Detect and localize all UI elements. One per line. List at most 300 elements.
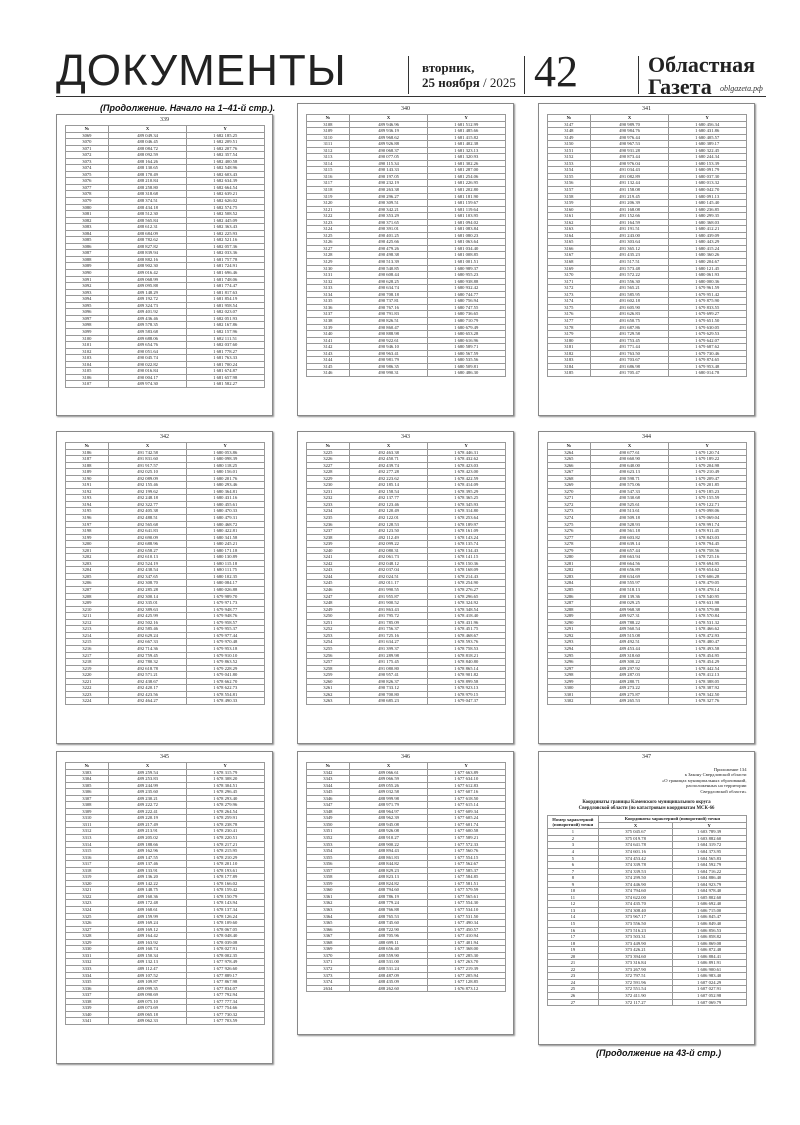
x-coordinate: 490 963.41 [350, 350, 428, 357]
point-number: 3130 [306, 265, 350, 272]
point-number: 3280 [547, 554, 591, 561]
table-row [65, 1018, 264, 1025]
point-number: 3284 [547, 580, 591, 587]
point-number: 3316 [65, 854, 109, 861]
point-number: 3212 [65, 619, 109, 626]
x-coordinate: 490 677.61 [591, 449, 669, 456]
x-coordinate: 489 112.47 [109, 965, 187, 972]
y-coordinate: 1 679 629.53 [668, 331, 746, 338]
x-coordinate: 489 968.62 [350, 134, 428, 141]
point-number: 3077 [65, 184, 109, 191]
y-coordinate: 1 678 466.62 [668, 626, 746, 633]
y-coordinate: 1 677 579.59 [427, 887, 505, 894]
point-number: 3210 [65, 606, 109, 613]
x-coordinate: 489 160.36 [109, 893, 187, 900]
point-number: 3074 [65, 165, 109, 172]
y-coordinate: 1 681 320.93 [427, 154, 505, 161]
x-coordinate: 374 453.42 [599, 855, 673, 862]
y-coordinate: 1 679 970.48 [186, 639, 264, 646]
point-number: 3087 [65, 250, 109, 257]
x-coordinate: 490 498.38 [350, 252, 428, 259]
point-number: 3217 [65, 652, 109, 659]
x-coordinate: 489 169.12 [109, 926, 187, 933]
point-number: 3315 [65, 848, 109, 855]
coords-table [65, 125, 265, 388]
masthead-rule [56, 96, 766, 97]
y-coordinate: 1 678 468.67 [427, 632, 505, 639]
x-coordinate: 488 210.84 [109, 178, 187, 185]
point-number: 3286 [547, 593, 591, 600]
y-coordinate: 1 677 605.24 [427, 815, 505, 822]
y-coordinate: 1 677 978.49 [186, 959, 264, 966]
point-number: 3226 [306, 456, 350, 463]
x-coordinate: 491 990.55 [350, 587, 428, 594]
x-coordinate: 492 502.16 [109, 619, 187, 626]
y-coordinate: 1 677 792.94 [186, 992, 264, 999]
table-row [65, 381, 264, 388]
x-coordinate: 489 132.13 [109, 959, 187, 966]
x-coordinate: 488 656.40 [350, 946, 428, 953]
x-coordinate: 492 300.14 [109, 593, 187, 600]
point-number: 3298 [547, 672, 591, 679]
panel-page-number: 345 [160, 754, 169, 760]
x-coordinate: 490 628.25 [350, 278, 428, 285]
point-number: 6 [547, 862, 599, 869]
y-coordinate: 1 682 209.51 [186, 139, 264, 146]
y-coordinate: 1 677 554.15 [427, 854, 505, 861]
x-coordinate: 489 222.72 [109, 802, 187, 809]
x-coordinate: 489 066.59 [350, 776, 428, 783]
x-coordinate: 490 263.38 [350, 187, 428, 194]
y-coordinate: 1 678 201.10 [186, 861, 264, 868]
y-coordinate: 1 680 653.28 [427, 331, 505, 338]
y-coordinate: 1 680 293.46 [186, 482, 264, 489]
y-coordinate: 1 677 703.59 [186, 1018, 264, 1025]
x-coordinate: 488 823.13 [350, 874, 428, 881]
x-coordinate: 491 158.08 [591, 187, 669, 194]
x-coordinate: 490 623.13 [591, 469, 669, 476]
x-coordinate: 489 065.18 [109, 1011, 187, 1018]
x-coordinate: 490 639.14 [591, 541, 669, 548]
y-coordinate: 1 678 388.05 [668, 678, 746, 685]
point-number: 1 [547, 829, 599, 836]
y-coordinate: 1 680 405.57 [668, 134, 746, 141]
col-num-header: № [547, 115, 591, 122]
x-coordinate: 490 826.37 [350, 678, 428, 685]
y-coordinate: 1 678 109.60 [186, 920, 264, 927]
y-coordinate: 1 678 159.42 [186, 887, 264, 894]
point-number: 3216 [65, 645, 109, 652]
point-number: 3351 [306, 828, 350, 835]
x-coordinate: 492 780.32 [109, 659, 187, 666]
x-coordinate: 489 265.53 [591, 698, 669, 705]
x-coordinate: 490 528.93 [591, 521, 669, 528]
y-coordinate: 1 679 069.04 [668, 515, 746, 522]
y-coordinate: 1 679 155.59 [668, 495, 746, 502]
point-number: 3349 [306, 815, 350, 822]
point-number: 3097 [65, 315, 109, 322]
y-coordinate: 1 679 185.23 [668, 488, 746, 495]
y-coordinate: 1 677 612.83 [427, 782, 505, 789]
x-coordinate: 492 025.10 [109, 469, 187, 476]
point-number: 3236 [306, 521, 350, 528]
x-coordinate: 488 487.09 [350, 972, 428, 979]
point-number: 3246 [306, 587, 350, 594]
x-coordinate: 489 192.72 [109, 296, 187, 303]
x-coordinate: 490 575.06 [591, 482, 669, 489]
x-coordinate: 489 515.08 [591, 632, 669, 639]
point-number: 3144 [306, 357, 350, 364]
x-coordinate: 490 068.37 [350, 147, 428, 154]
point-number: 3124 [306, 226, 350, 233]
y-coordinate: 1 678 794.45 [668, 541, 746, 548]
point-number: 3362 [306, 900, 350, 907]
y-coordinate: 1 605 802.60 [672, 894, 746, 901]
y-coordinate: 1 678 143.94 [186, 900, 264, 907]
y-coordinate: 1 678 414.09 [427, 482, 505, 489]
y-coordinate: 1 678 279.96 [186, 802, 264, 809]
x-coordinate: 488 262.60 [350, 985, 428, 992]
y-coordinate: 1 682 167.86 [186, 322, 264, 329]
x-coordinate: 374 299.50 [599, 875, 673, 882]
col-num-header: № [65, 763, 109, 770]
point-number: 3160 [547, 206, 591, 213]
y-coordinate: 1 678 454.95 [668, 652, 746, 659]
point-number: 3364 [306, 913, 350, 920]
point-number: 3296 [547, 659, 591, 666]
x-coordinate: 489 099.35 [109, 985, 187, 992]
x-coordinate: 489 159.99 [109, 913, 187, 920]
y-coordinate: 1 606 900.61 [672, 966, 746, 973]
point-number: 3197 [65, 521, 109, 528]
point-number: 3345 [306, 789, 350, 796]
x-coordinate: 491 686.98 [591, 363, 669, 370]
point-number: 3249 [306, 606, 350, 613]
y-coordinate: 1 677 585.37 [427, 867, 505, 874]
point-number: 3091 [65, 276, 109, 283]
y-coordinate: 1 679 874.65 [668, 357, 746, 364]
point-number: 3305 [65, 782, 109, 789]
y-coordinate: 1 681 119.64 [427, 206, 505, 213]
point-number: 21 [547, 960, 599, 967]
y-coordinate: 1 682 664.54 [186, 184, 264, 191]
x-coordinate: 491 152.66 [591, 213, 669, 220]
y-coordinate: 1 680 439.09 [668, 232, 746, 239]
x-coordinate: 489 148.29 [109, 289, 187, 296]
x-coordinate: 488 699.11 [350, 939, 428, 946]
x-coordinate: 488 766.88 [350, 907, 428, 914]
point-number: 3175 [547, 304, 591, 311]
x-coordinate: 492 308.70 [109, 580, 187, 587]
point-number: 3162 [547, 219, 591, 226]
doc-panel [56, 114, 273, 416]
y-coordinate: 1 680 509.81 [427, 363, 505, 370]
point-number: 3103 [65, 355, 109, 362]
x-coordinate: 490 004.17 [109, 374, 187, 381]
point-number: 3224 [65, 698, 109, 705]
x-coordinate: 488 531.24 [350, 965, 428, 972]
point-number: 3164 [547, 232, 591, 239]
point-number: 3285 [547, 587, 591, 594]
point-number: 3310 [65, 815, 109, 822]
point-number: 3334 [65, 972, 109, 979]
x-coordinate: 489 287.03 [591, 672, 669, 679]
x-coordinate: 488 164.26 [109, 158, 187, 165]
point-number: 3108 [306, 121, 350, 128]
point-number: 3353 [306, 841, 350, 848]
y-coordinate: 1 678 027.91 [186, 946, 264, 953]
x-coordinate: 488 684.09 [109, 230, 187, 237]
y-coordinate: 1 681 817.63 [186, 289, 264, 296]
y-coordinate: 1 680 153.39 [668, 160, 746, 167]
y-coordinate: 1 606 869.08 [672, 940, 746, 947]
y-coordinate: 1 678 193.61 [186, 867, 264, 874]
y-coordinate: 1 678 048.40 [186, 933, 264, 940]
x-coordinate: 490 513.39 [350, 259, 428, 266]
point-number: 3207 [65, 587, 109, 594]
x-coordinate: 491 585.95 [591, 291, 669, 298]
x-coordinate: 490 555.97 [591, 580, 669, 587]
doc-panel [297, 431, 514, 744]
x-coordinate: 374 601.16 [599, 848, 673, 855]
point-number: 3171 [547, 278, 591, 285]
y-coordinate: 1 678 315.79 [186, 769, 264, 776]
x-coordinate: 491 703.67 [591, 357, 669, 364]
y-coordinate: 1 678 554.81 [186, 691, 264, 698]
y-coordinate: 1 679 642.07 [668, 337, 746, 344]
point-number: 3309 [65, 808, 109, 815]
point-number: 3234 [306, 508, 350, 515]
y-coordinate: 1 678 480.47 [668, 639, 746, 646]
y-coordinate: 1 680 037.30 [668, 173, 746, 180]
y-coordinate: 1 680 479.31 [186, 515, 264, 522]
point-number: 3250 [306, 613, 350, 620]
y-coordinate: 1 678 725.16 [668, 554, 746, 561]
x-coordinate: 489 148.75 [109, 887, 187, 894]
point-number: 3133 [306, 285, 350, 292]
x-coordinate: 492 347.65 [109, 573, 187, 580]
y-coordinate: 1 681 159.67 [427, 200, 505, 207]
section-title: ДОКУМЕНТЫ [56, 46, 347, 95]
point-number: 3126 [306, 239, 350, 246]
point-number: 3156 [547, 180, 591, 187]
x-coordinate: 492 248.18 [109, 495, 187, 502]
y-coordinate: 1 679 209.47 [668, 475, 746, 482]
x-coordinate: 488 962.39 [350, 815, 428, 822]
y-coordinate: 1 680 422.81 [186, 528, 264, 535]
y-coordinate: 1 679 953.18 [186, 645, 264, 652]
point-number: 3170 [547, 272, 591, 279]
col-point-header: Номер характерной (поворотной) точки [547, 816, 599, 829]
x-coordinate: 490 509.18 [591, 515, 669, 522]
doc-panel-347 [538, 751, 755, 1045]
point-number: 3168 [547, 259, 591, 266]
x-coordinate: 492 011.17 [350, 580, 428, 587]
y-coordinate: 1 678 758.53 [427, 645, 505, 652]
x-coordinate: 373 426.21 [599, 947, 673, 954]
point-number: 3220 [65, 672, 109, 679]
y-coordinate: 1 678 694.95 [668, 560, 746, 567]
y-coordinate: 1 678 446.31 [427, 449, 505, 456]
x-coordinate: 490 391.01 [350, 226, 428, 233]
col-num-header: № [306, 115, 350, 122]
y-coordinate: 1 682 157.96 [186, 328, 264, 335]
y-coordinate: 1 679 687.62 [668, 344, 746, 351]
point-number: 3350 [306, 821, 350, 828]
logo-line-2: Газета [648, 74, 712, 99]
table-row [306, 985, 505, 992]
point-number: 3366 [306, 926, 350, 933]
x-coordinate: 488 794.60 [350, 887, 428, 894]
x-coordinate: 488 612.31 [109, 224, 187, 231]
point-number: 3360 [306, 887, 350, 894]
x-coordinate: 490 922.61 [350, 337, 428, 344]
y-coordinate: 1 680 130.89 [186, 554, 264, 561]
y-coordinate: 1 678 217.21 [186, 841, 264, 848]
x-coordinate: 491 191.51 [591, 226, 669, 233]
point-number: 3292 [547, 632, 591, 639]
x-coordinate: 490 425.66 [350, 239, 428, 246]
y-coordinate: 1 678 423.00 [427, 469, 505, 476]
x-coordinate: 372 591.96 [599, 979, 673, 986]
point-number: 3327 [65, 926, 109, 933]
y-coordinate: 1 607 069.79 [672, 999, 746, 1006]
y-coordinate: 1 680 360.26 [668, 252, 746, 259]
x-coordinate: 489 095.88 [109, 283, 187, 290]
y-coordinate: 1 679 955.37 [186, 626, 264, 633]
point-number: 3287 [547, 600, 591, 607]
point-number: 3076 [65, 178, 109, 185]
y-coordinate: 1 678 150.79 [186, 893, 264, 900]
point-number: 3189 [65, 469, 109, 476]
point-number: 3165 [547, 239, 591, 246]
y-coordinate: 1 678 899.58 [427, 678, 505, 685]
x-coordinate: 491 365.12 [591, 245, 669, 252]
x-coordinate: 492 080.31 [350, 547, 428, 554]
y-coordinate: 1 677 219.39 [427, 965, 505, 972]
y-coordinate: 1 606 872.48 [672, 947, 746, 954]
y-coordinate: 1 682 111.51 [186, 335, 264, 342]
y-coordinate: 1 680 341.58 [186, 534, 264, 541]
x-coordinate: 374 622.00 [599, 894, 673, 901]
col-coords-header: Координаты характерной (поворотной) точки [599, 816, 746, 823]
point-number: 3237 [306, 528, 350, 535]
y-coordinate: 1 678 758.56 [668, 547, 746, 554]
y-coordinate: 1 678 493.58 [668, 645, 746, 652]
x-coordinate: 373 516.23 [599, 927, 673, 934]
x-coordinate: 489 318.60 [591, 652, 669, 659]
x-coordinate: 490 045.74 [109, 355, 187, 362]
point-number: 3131 [306, 272, 350, 279]
y-coordinate: 1 681 063.64 [427, 239, 505, 246]
x-coordinate: 490 990.31 [350, 370, 428, 377]
point-number: 3211 [65, 613, 109, 620]
point-number: 4 [547, 848, 599, 855]
y-coordinate: 1 604 592.79 [672, 862, 746, 869]
y-coordinate: 1 606 983.40 [672, 973, 746, 980]
logo-line-1: Областная [648, 52, 756, 77]
y-coordinate: 1 682 225.93 [186, 230, 264, 237]
x-coordinate: 490 016.84 [109, 368, 187, 375]
x-coordinate: 492 285.28 [109, 587, 187, 594]
y-coordinate: 1 682 037.60 [186, 342, 264, 349]
point-number: 3191 [65, 482, 109, 489]
x-coordinate: 490 656.89 [591, 567, 669, 574]
y-coordinate: 1 677 889.17 [186, 972, 264, 979]
y-coordinate: 1 678 168.09 [427, 567, 505, 574]
y-coordinate: 1 606 884.41 [672, 953, 746, 960]
point-number: 3205 [65, 573, 109, 580]
y-coordinate: 1 680 756.94 [427, 298, 505, 305]
x-coordinate: 492 641.83 [109, 528, 187, 535]
y-coordinate: 1 678 214.43 [427, 573, 505, 580]
point-number: 11 [547, 894, 599, 901]
y-coordinate: 1 680 368.03 [668, 219, 746, 226]
y-coordinate: 1 604 978.40 [672, 888, 746, 895]
coordinates-heading [547, 800, 747, 811]
y-coordinate: 1 606 845.47 [672, 914, 746, 921]
x-coordinate: 488 902.30 [109, 263, 187, 270]
point-number: 3231 [306, 488, 350, 495]
y-coordinate: 1 681 724.91 [186, 263, 264, 270]
appendix-line: к Закону Свердловской области [684, 772, 747, 778]
point-number: 23 [547, 973, 599, 980]
y-coordinate: 1 679 910.10 [186, 652, 264, 659]
point-number: 3083 [65, 224, 109, 231]
y-coordinate: 1 679 951.42 [668, 291, 746, 298]
point-number: 3181 [547, 344, 591, 351]
x-coordinate: 488 844.82 [350, 861, 428, 868]
y-coordinate: 1 677 560.76 [427, 848, 505, 855]
y-coordinate: 1 677 777.34 [186, 998, 264, 1005]
x-coordinate: 489 560.54 [591, 626, 669, 633]
y-coordinate: 1 681 512.99 [427, 121, 505, 128]
x-coordinate: 489 788.22 [591, 619, 669, 626]
x-coordinate: 490 737.81 [350, 298, 428, 305]
point-number: 27 [547, 999, 599, 1006]
y-coordinate: 1 679 122.71 [668, 501, 746, 508]
y-coordinate: 1 681 034.40 [427, 245, 505, 252]
y-coordinate: 1 679 730.46 [668, 350, 746, 357]
x-coordinate: 490 657.44 [591, 547, 669, 554]
point-number: 3 [547, 842, 599, 849]
y-coordinate: 1 678 135.74 [427, 541, 505, 548]
point-number: 3173 [547, 291, 591, 298]
point-number: 3199 [65, 534, 109, 541]
x-coordinate: 490 946.10 [350, 344, 428, 351]
y-coordinate: 1 678 259.91 [186, 815, 264, 822]
x-coordinate: 492 389.63 [109, 606, 187, 613]
point-number: 3343 [306, 776, 350, 783]
y-coordinate: 1 606 858.82 [672, 934, 746, 941]
x-coordinate: 489 927.31 [591, 613, 669, 620]
point-number: 9 [547, 881, 599, 888]
point-number: 3096 [65, 309, 109, 316]
point-number: 3230 [306, 482, 350, 489]
point-number: 3071 [65, 145, 109, 152]
x-coordinate: 489 162.96 [109, 848, 187, 855]
x-coordinate: 489 324.73 [109, 302, 187, 309]
y-coordinate: 1 603 789.39 [672, 829, 746, 836]
point-number: 3225 [306, 449, 350, 456]
y-coordinate: 1 680 989.37 [427, 265, 505, 272]
page-number: 42 [534, 47, 578, 96]
point-number: 3321 [65, 887, 109, 894]
x-coordinate: 489 968.38 [591, 606, 669, 613]
point-number: 3275 [547, 521, 591, 528]
x-coordinate: 491 831.60 [109, 456, 187, 463]
point-number: 3121 [306, 206, 350, 213]
